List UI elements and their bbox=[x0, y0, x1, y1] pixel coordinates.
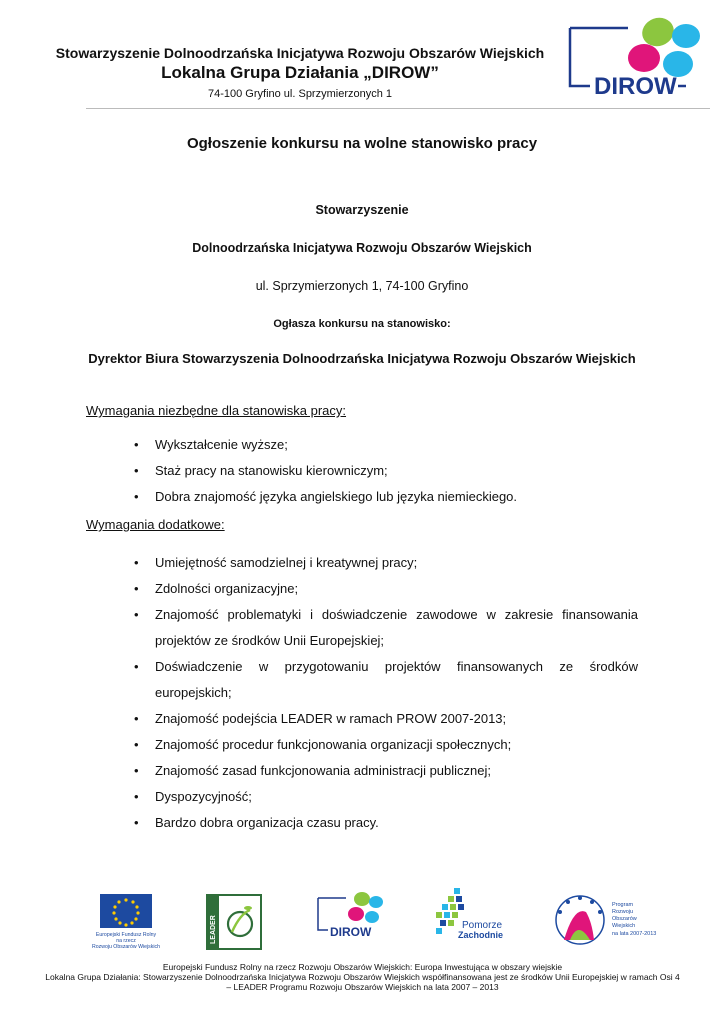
list-item: • Znajomość problematyki i doświadczenie zawodowe w zakresie finansowania projektów ze środków Unii Europejskiej; bbox=[86, 602, 638, 654]
org-name-line2: Dolnoodrzańska Inicjatywa Rozwoju Obszarów Wiejskich bbox=[192, 241, 532, 255]
svg-text:Program: Program bbox=[612, 902, 634, 908]
org-name-line1: Stowarzyszenie bbox=[315, 203, 409, 217]
document-body bbox=[86, 128, 638, 836]
svg-text:na rzecz: na rzecz bbox=[116, 938, 136, 944]
bullet: • bbox=[134, 737, 139, 752]
list-item: • Bardzo dobra organizacja czasu pracy. bbox=[86, 810, 638, 836]
required-header: Wymagania niezbędne dla stanowiska pracy: bbox=[86, 403, 347, 418]
leader-logo bbox=[206, 894, 262, 950]
bullet: • bbox=[134, 607, 139, 622]
dirow-small-logo bbox=[316, 890, 390, 940]
dirow-logo-text: DIROW bbox=[594, 73, 677, 100]
announce-line: Ogłasza konkursu na stanowisko: bbox=[273, 318, 451, 330]
footer-line: – LEADER Programu Rozwoju Obszarów Wiejskich na lata 2007 – 2013 bbox=[226, 982, 499, 992]
list-item: • Staż pracy na stanowisku kierowniczym; bbox=[86, 458, 638, 484]
required-list bbox=[86, 432, 638, 510]
eu-flag-logo bbox=[88, 894, 164, 952]
svg-text:Pomorze: Pomorze bbox=[462, 920, 503, 931]
svg-text:Rozwoju Obszarów Wiejskich: Rozwoju Obszarów Wiejskich bbox=[91, 944, 161, 950]
org-address-line: ul. Sprzymierzonych 1, 74-100 Gryfino bbox=[255, 279, 469, 293]
list-item: • Zdolności organizacyjne; bbox=[86, 576, 638, 602]
footer bbox=[20, 962, 705, 992]
list-item: • Znajomość procedur funkcjonowania organizacji społecznych; bbox=[86, 732, 638, 758]
svg-text:Wiejskich: Wiejskich bbox=[612, 923, 636, 929]
list-item: • Umiejętność samodzielnej i kreatywnej pracy; bbox=[86, 550, 638, 576]
bullet: • bbox=[134, 555, 139, 570]
org-name: Stowarzyszenie Dolnoodrzańska Inicjatywa Rozwoju Obszarów Wiejskich bbox=[55, 45, 545, 61]
bullet: • bbox=[134, 789, 139, 804]
bullet: • bbox=[134, 711, 139, 726]
prow-logo bbox=[554, 892, 658, 948]
org-block bbox=[40, 44, 560, 102]
list-item: • Dobra znajomość języka angielskiego lub języka niemieckiego. bbox=[86, 484, 638, 510]
bullet: • bbox=[134, 581, 139, 596]
svg-text:LEADER: LEADER bbox=[210, 915, 217, 944]
letterhead bbox=[0, 0, 725, 110]
svg-text:Rozwoju: Rozwoju bbox=[612, 909, 634, 915]
extra-list bbox=[86, 550, 638, 836]
list-item: • Znajomość podejścia LEADER w ramach PROW 2007-2013; bbox=[86, 706, 638, 732]
header-rule bbox=[86, 108, 710, 109]
svg-text:Zachodnie: Zachodnie bbox=[458, 930, 504, 940]
svg-text:DIROW: DIROW bbox=[330, 925, 372, 939]
pomorze-zachodnie-logo bbox=[432, 886, 516, 944]
lgd-name: Lokalna Grupa Działania „DIROW” bbox=[161, 63, 439, 82]
bullet: • bbox=[134, 659, 139, 674]
org-address: 74-100 Gryfino ul. Sprzymierzonych 1 bbox=[207, 88, 393, 100]
bullet: • bbox=[134, 763, 139, 778]
bullet: • bbox=[134, 815, 139, 830]
document-title: Ogłoszenie konkursu na wolne stanowisko pracy bbox=[186, 135, 538, 152]
footer-line: Lokalna Grupa Działania: Stowarzyszenie Dolnoodrzańska Inicjatywa Rozwoju Obszarów Wiejskich współfinansowana jest ze środków Unii Europejskiej w ramach Osi 4 bbox=[45, 972, 680, 982]
extra-header: Wymagania dodatkowe: bbox=[86, 517, 225, 532]
dirow-logo bbox=[566, 14, 712, 102]
svg-text:Europejski Fundusz Rolny: Europejski Fundusz Rolny bbox=[95, 932, 157, 938]
footer-line: Europejski Fundusz Rolny na rzecz Rozwoju Obszarów Wiejskich: Europa Inwestująca w obszary wiejskie bbox=[162, 962, 563, 972]
list-item: • Wykształcenie wyższe; bbox=[86, 432, 638, 458]
svg-text:Obszarów: Obszarów bbox=[612, 916, 637, 922]
list-item: • Doświadczenie w przygotowaniu projektów finansowanych ze środków europejskich; bbox=[86, 654, 638, 706]
sponsor-logos bbox=[0, 882, 725, 952]
bullet: • bbox=[134, 437, 139, 452]
position-title: Dyrektor Biura Stowarzyszenia Dolnoodrzańska Inicjatywa Rozwoju Obszarów Wiejskich bbox=[88, 351, 636, 366]
list-item: • Znajomość zasad funkcjonowania administracji publicznej; bbox=[86, 758, 638, 784]
bullet: • bbox=[134, 489, 139, 504]
list-item: • Dyspozycyjność; bbox=[86, 784, 638, 810]
svg-text:na lata 2007-2013: na lata 2007-2013 bbox=[612, 931, 657, 937]
bullet: • bbox=[134, 463, 139, 478]
